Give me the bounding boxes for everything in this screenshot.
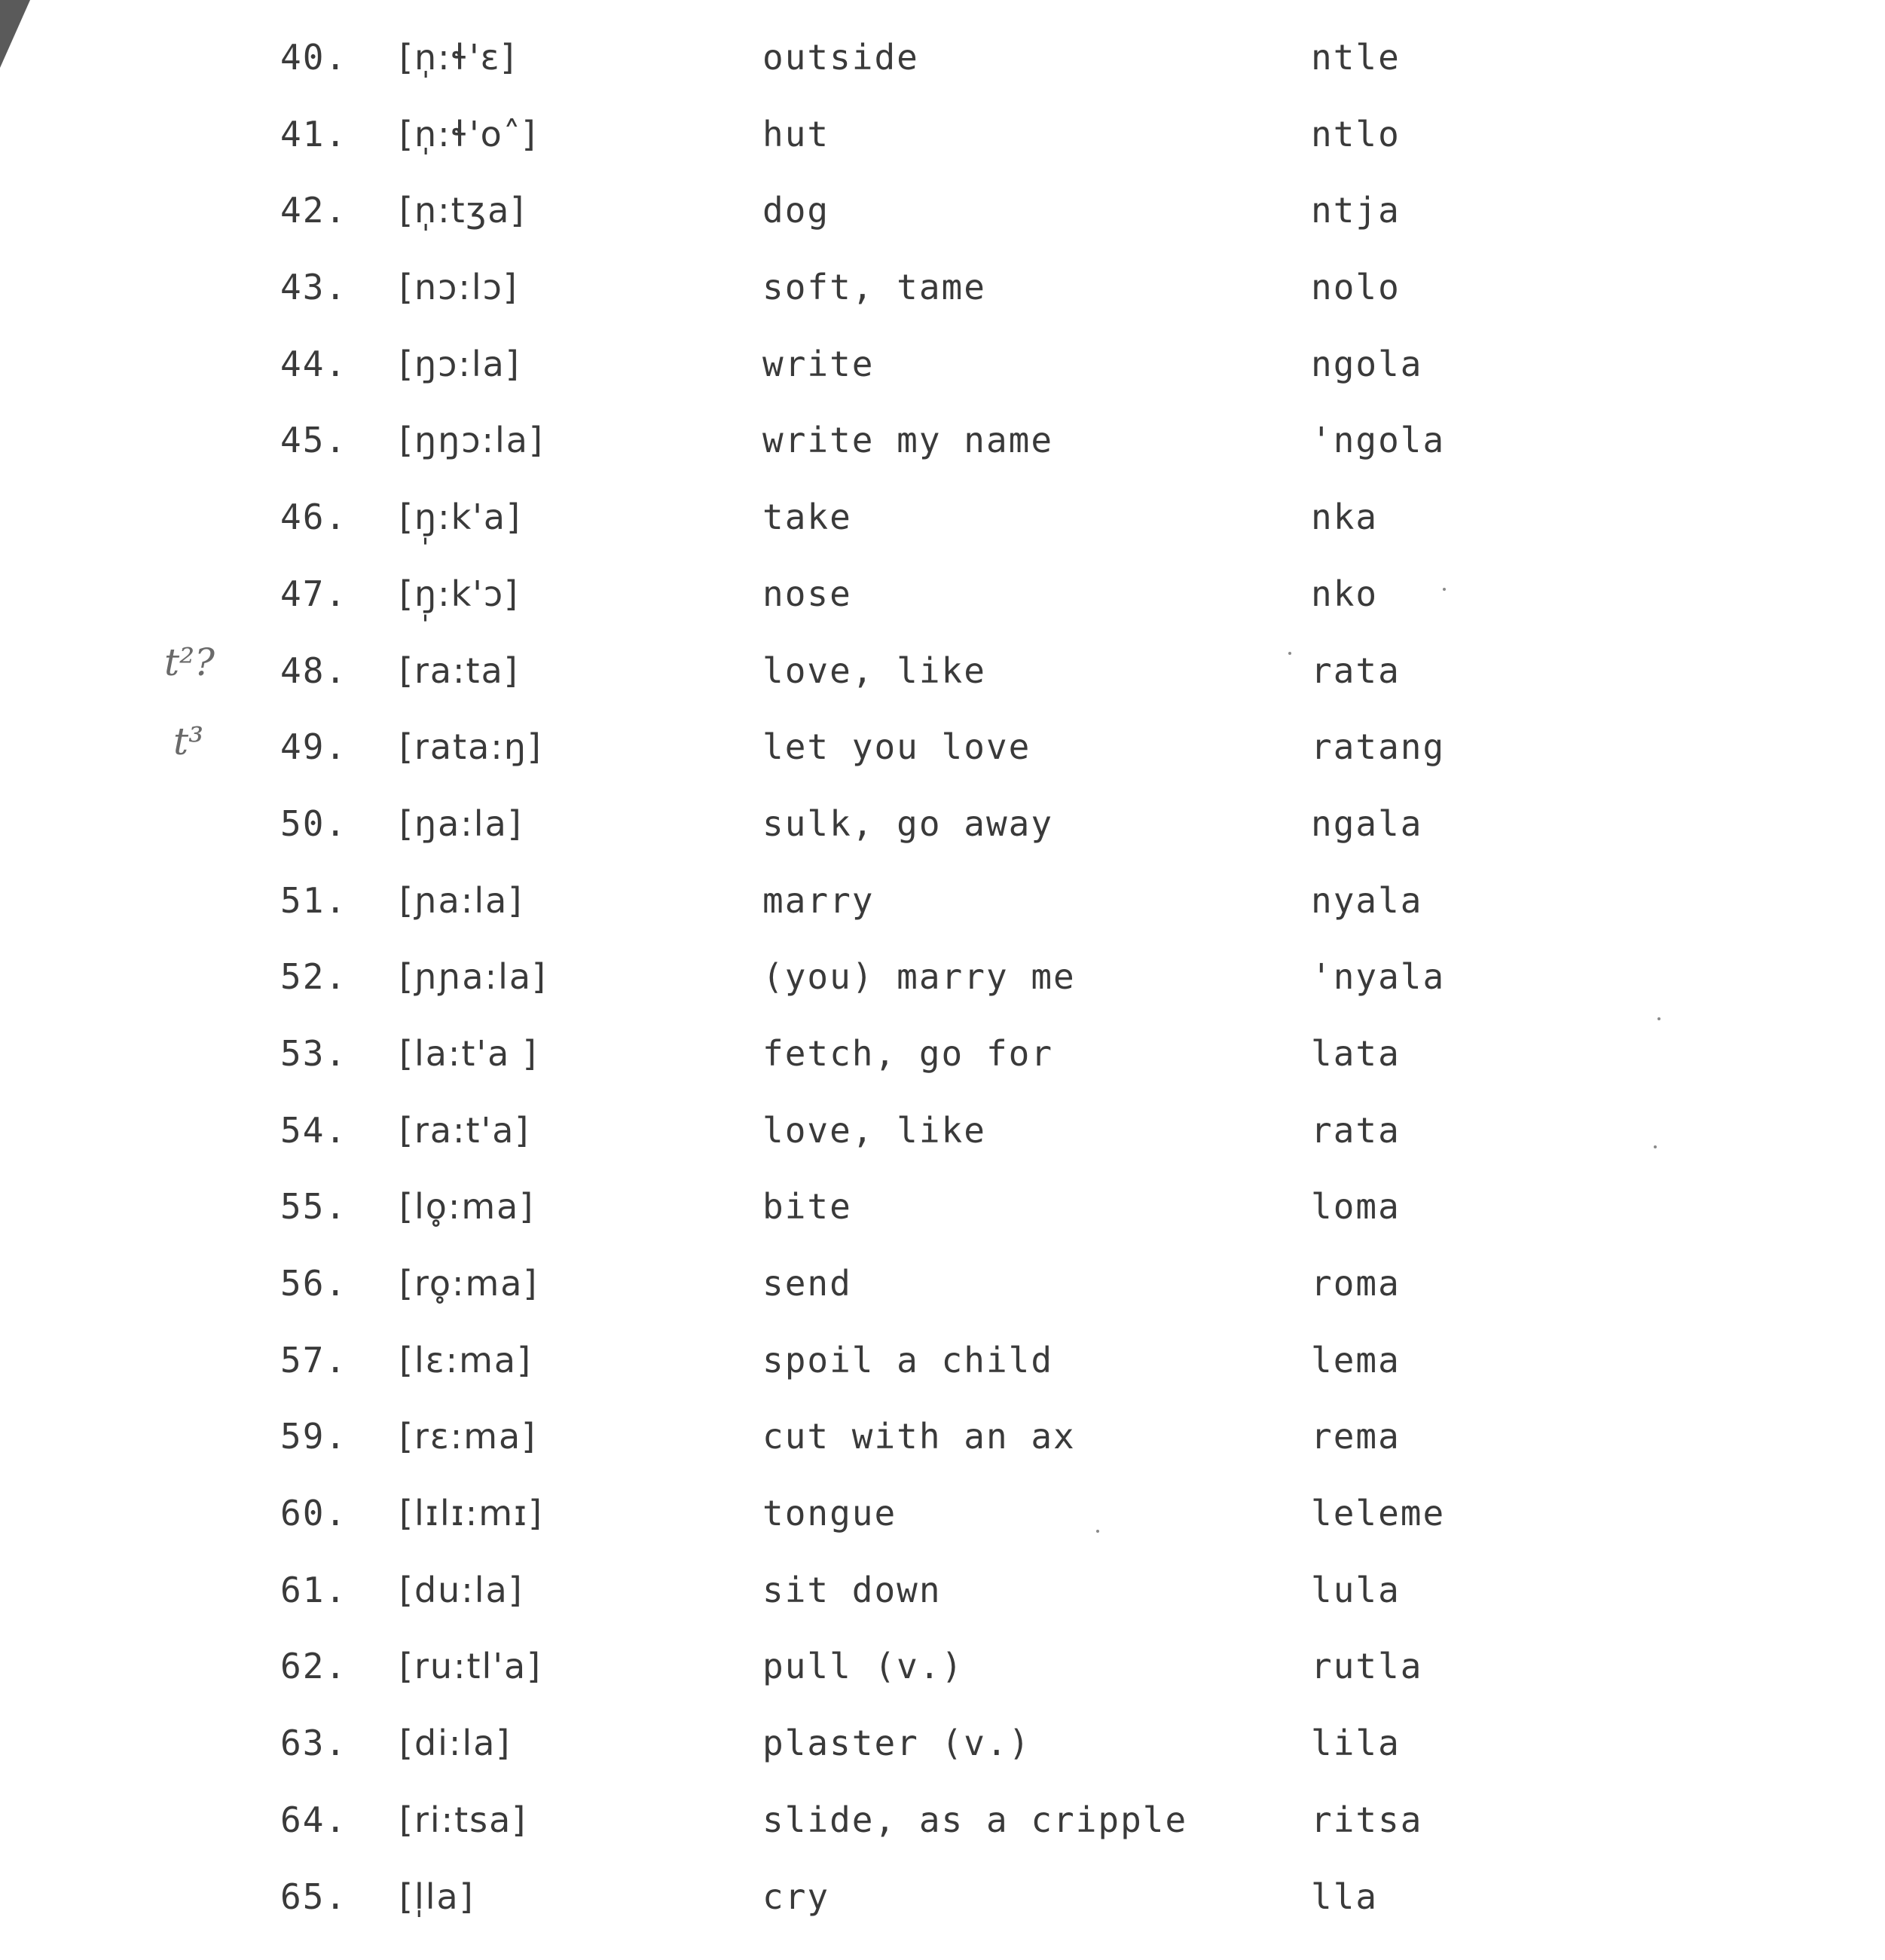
orthographic-form: ntle <box>1311 37 1401 78</box>
english-gloss: cut with an ax <box>762 1416 1076 1457</box>
vocabulary-entry <box>0 1555 1885 1632</box>
orthographic-form: ntlo <box>1311 113 1401 154</box>
english-gloss: plaster (v.) <box>762 1723 1031 1764</box>
english-gloss: pull (v.) <box>762 1646 964 1687</box>
english-gloss: bite <box>762 1186 852 1228</box>
english-gloss: (you) marry me <box>762 956 1076 998</box>
english-gloss: spoil a child <box>762 1339 1054 1381</box>
orthographic-form: ntja <box>1311 190 1401 231</box>
phonetic-transcription: [ŋŋɔ:la] <box>399 420 544 461</box>
vocabulary-entry <box>0 712 1885 789</box>
entry-number: 59. <box>280 1416 348 1457</box>
orthographic-form: nka <box>1311 497 1379 538</box>
phonetic-transcription: [ro̥:ma] <box>399 1263 539 1304</box>
orthographic-form: ritsa <box>1311 1799 1423 1840</box>
orthographic-form: leleme <box>1311 1493 1446 1534</box>
phonetic-transcription: [rɛ:ma] <box>399 1416 537 1457</box>
vocabulary-entry <box>0 1249 1885 1326</box>
entry-number: 64. <box>280 1799 348 1840</box>
english-gloss: tongue <box>762 1493 897 1534</box>
phonetic-transcription: [ru:tl'a] <box>399 1646 542 1687</box>
margin-note: t²? <box>164 641 215 684</box>
orthographic-form: rata <box>1311 650 1401 691</box>
entry-number: 40. <box>280 37 348 78</box>
english-gloss: sulk, go away <box>762 803 1054 844</box>
orthographic-form: lila <box>1311 1723 1401 1764</box>
entry-number: 57. <box>280 1339 348 1381</box>
english-gloss: take <box>762 497 852 538</box>
entry-number: 46. <box>280 497 348 538</box>
phonetic-transcription: [di:la] <box>399 1723 512 1764</box>
vocabulary-entry <box>0 1862 1885 1939</box>
orthographic-form: ratang <box>1311 726 1446 768</box>
entry-number: 54. <box>280 1109 348 1151</box>
orthographic-form: rata <box>1311 1109 1401 1151</box>
orthographic-form: lla <box>1311 1876 1379 1917</box>
vocabulary-entry <box>0 176 1885 252</box>
orthographic-form: nyala <box>1311 879 1423 921</box>
orthographic-form: ngola <box>1311 343 1423 384</box>
english-gloss: marry <box>762 879 875 921</box>
phonetic-transcription: [lo̥:ma] <box>399 1186 535 1228</box>
entry-number: 60. <box>280 1493 348 1534</box>
english-gloss: soft, tame <box>762 267 986 308</box>
orthographic-form: lula <box>1311 1569 1401 1610</box>
phonetic-transcription: [ŋɔ:la] <box>399 343 521 384</box>
margin-note: t³ <box>173 720 204 763</box>
entry-number: 42. <box>280 190 348 231</box>
phonetic-transcription: [n̩:ɬ'ɛ] <box>399 37 516 78</box>
orthographic-form: lema <box>1311 1339 1401 1381</box>
entry-number: 41. <box>280 113 348 154</box>
phonetic-transcription: [rata:ŋ] <box>399 726 542 768</box>
entry-number: 63. <box>280 1723 348 1764</box>
vocabulary-entry <box>0 1172 1885 1249</box>
english-gloss: write my name <box>762 420 1054 461</box>
phonetic-transcription: [nɔ:lɔ] <box>399 267 518 308</box>
english-gloss: love, like <box>762 650 986 691</box>
vocabulary-entry <box>0 1708 1885 1785</box>
english-gloss: write <box>762 343 875 384</box>
phonetic-transcription: [l̩la] <box>399 1876 475 1917</box>
phonetic-transcription: [n̩:ɬ'o˄] <box>399 113 537 154</box>
entry-number: 50. <box>280 803 348 844</box>
vocabulary-entry <box>0 99 1885 176</box>
vocabulary-entry <box>0 636 1885 713</box>
entry-number: 53. <box>280 1032 348 1074</box>
vocabulary-entry <box>0 789 1885 866</box>
english-gloss: outside <box>762 37 919 78</box>
vocabulary-entry <box>0 1785 1885 1862</box>
phonetic-transcription: [la:t'a ] <box>399 1032 538 1074</box>
english-gloss: dog <box>762 190 830 231</box>
english-gloss: love, like <box>762 1109 986 1151</box>
phonetic-transcription: [ɲɲa:la] <box>399 956 547 998</box>
vocabulary-list <box>0 23 1885 1938</box>
entry-number: 65. <box>280 1876 348 1917</box>
orthographic-form: nolo <box>1311 267 1401 308</box>
vocabulary-entry <box>0 1478 1885 1555</box>
entry-number: 48. <box>280 650 348 691</box>
phonetic-transcription: [ra:ta] <box>399 650 519 691</box>
phonetic-transcription: [ŋ̩:k'a] <box>399 497 522 538</box>
english-gloss: cry <box>762 1876 830 1917</box>
phonetic-transcription: [ŋa:la] <box>399 803 523 844</box>
entry-number: 55. <box>280 1186 348 1228</box>
orthographic-form: rutla <box>1311 1646 1423 1687</box>
vocabulary-entry <box>0 1326 1885 1402</box>
phonetic-transcription: [ŋ̩:k'ɔ] <box>399 573 520 614</box>
orthographic-form: loma <box>1311 1186 1401 1228</box>
phonetic-transcription: [ɲa:la] <box>399 879 524 921</box>
orthographic-form: 'ngola <box>1311 420 1446 461</box>
entry-number: 45. <box>280 420 348 461</box>
entry-number: 51. <box>280 879 348 921</box>
vocabulary-entry <box>0 1019 1885 1096</box>
english-gloss: fetch, go for <box>762 1032 1054 1074</box>
vocabulary-entry <box>0 866 1885 943</box>
vocabulary-entry <box>0 329 1885 406</box>
entry-number: 52. <box>280 956 348 998</box>
vocabulary-entry <box>0 405 1885 482</box>
vocabulary-entry <box>0 1631 1885 1708</box>
entry-number: 44. <box>280 343 348 384</box>
vocabulary-entry <box>0 942 1885 1019</box>
orthographic-form: 'nyala <box>1311 956 1446 998</box>
entry-number: 47. <box>280 573 348 614</box>
phonetic-transcription: [ra:t'a] <box>399 1109 530 1151</box>
english-gloss: slide, as a cripple <box>762 1799 1188 1840</box>
entry-number: 43. <box>280 267 348 308</box>
english-gloss: hut <box>762 113 830 154</box>
english-gloss: sit down <box>762 1569 942 1610</box>
entry-number: 56. <box>280 1263 348 1304</box>
vocabulary-entry <box>0 482 1885 559</box>
english-gloss: let you love <box>762 726 1031 768</box>
vocabulary-entry <box>0 1402 1885 1478</box>
orthographic-form: ngala <box>1311 803 1423 844</box>
entry-number: 49. <box>280 726 348 768</box>
orthographic-form: lata <box>1311 1032 1401 1074</box>
vocabulary-entry <box>0 559 1885 636</box>
vocabulary-entry <box>0 23 1885 99</box>
phonetic-transcription: [ri:tsa] <box>399 1799 527 1840</box>
vocabulary-entry <box>0 1096 1885 1173</box>
entry-number: 61. <box>280 1569 348 1610</box>
orthographic-form: nko <box>1311 573 1379 614</box>
phonetic-transcription: [du:la] <box>399 1569 524 1610</box>
phonetic-transcription: [lɛ:ma] <box>399 1339 533 1381</box>
vocabulary-entry <box>0 252 1885 329</box>
entry-number: 62. <box>280 1646 348 1687</box>
english-gloss: send <box>762 1263 852 1304</box>
phonetic-transcription: [lɪlɪ:mɪ] <box>399 1493 544 1534</box>
orthographic-form: rema <box>1311 1416 1401 1457</box>
orthographic-form: roma <box>1311 1263 1401 1304</box>
phonetic-transcription: [n̩:tʒa] <box>399 190 526 231</box>
english-gloss: nose <box>762 573 852 614</box>
